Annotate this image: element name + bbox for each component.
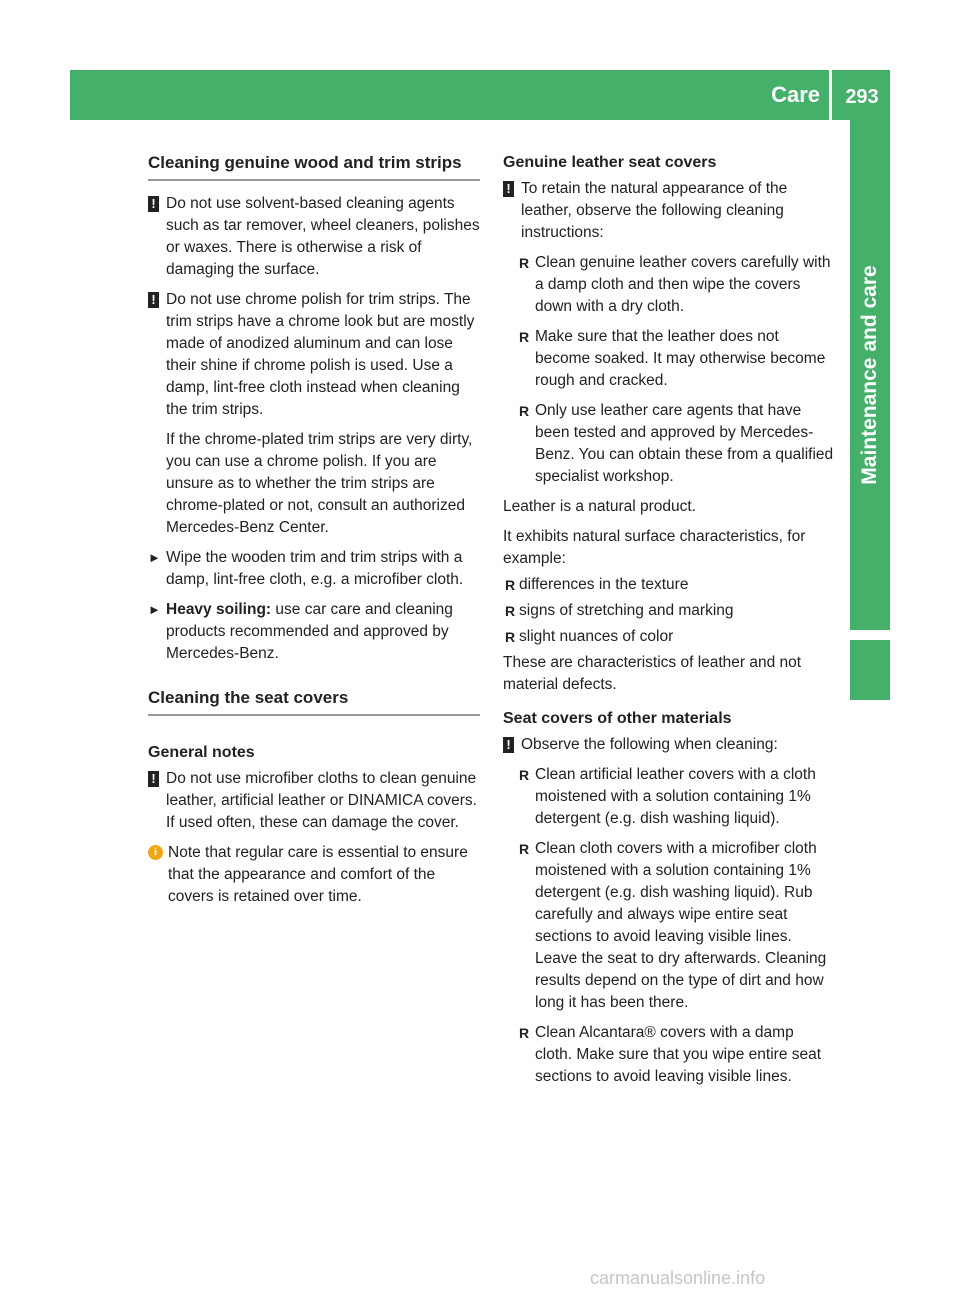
subheading-other-materials: Seat covers of other materials [503,710,732,727]
page-number: 293 [845,86,879,108]
step-text: Wipe the wooden trim and trim strips with a damp, lint-free cloth, e.g. a microfiber cloth. [166,549,464,588]
warning-icon: ! [148,771,159,787]
list-item [503,400,835,488]
bullet-icon: R [505,603,516,619]
right-column [503,152,835,1096]
watermark: carmanualsonline.info [590,1268,766,1288]
step-bold-label: Heavy soiling: [166,601,272,618]
list-item-text: signs of stretching and marking [519,602,734,619]
list-item-text: Clean genuine leather covers carefully with a damp cloth and then wipe the covers down with a dry cloth. [535,254,831,315]
list-item [503,764,835,830]
step-heavy-soiling [148,599,480,665]
warning-icon: ! [148,196,159,212]
step-text: use car care and cleaning products recommended and approved by Mercedes-Benz. [166,601,453,662]
bullet-icon: R [519,767,530,783]
list-item [503,326,835,392]
warning-text: Do not use microfiber cloths to clean genuine leather, artificial leather or DINAMICA covers. If used often, these can damage the cover. [166,770,477,831]
list-item-text: Clean artificial leather covers with a cloth moistened with a solution containing 1% detergent (e.g. dish washing liquid). [535,766,816,827]
side-section-label: Maintenance and care [858,265,881,485]
warning-text: Do not use solvent-based cleaning agents such as tar remover, wheel cleaners, polishes or waxes. There is otherwise a risk of damaging the surface. [166,195,480,278]
warning-other-materials [503,734,835,756]
subheading-general-notes: General notes [148,744,255,761]
heading-cleaning-wood: Cleaning genuine wood and trim strips [148,152,480,181]
list-item-text: Clean Alcantara® covers with a damp cloth. Make sure that you wipe entire seat sections to avoid leaving visible lines. [535,1024,822,1085]
warning-solvent [148,193,480,281]
side-tab-marker [850,640,890,700]
warning-leather [503,178,835,244]
info-icon: i [148,845,163,860]
page-header [70,70,890,120]
bullet-icon: R [519,1025,530,1041]
list-item [503,626,835,648]
step-arrow-icon: ► [148,602,161,617]
list-item [503,600,835,622]
warning-microfiber [148,768,480,834]
list-item-text: differences in the texture [519,576,689,593]
bullet-icon: R [505,577,516,593]
subheading-genuine-leather: Genuine leather seat covers [503,154,717,171]
warning-icon: ! [503,181,514,197]
paragraph-chrome-plated: If the chrome-plated trim strips are very dirty, you can use a chrome polish. If you are unsure as to whether the trim strips are chrome-plated or not, consult an authorized Mercedes-Benz Center. [166,431,473,536]
step-arrow-icon: ► [148,550,161,565]
warning-text: To retain the natural appearance of the leather, observe the following cleaning instructions: [521,180,788,241]
header-divider [829,70,832,120]
list-item-text: slight nuances of color [519,628,674,645]
step-wipe-trim [148,547,480,591]
warning-chrome-polish [148,289,480,421]
heading-seat-covers: Cleaning the seat covers [148,687,480,716]
warning-text: Do not use chrome polish for trim strips. The trim strips have a chrome look but are mostly made of anodized aluminum and can lose their shine if chrome polish is used. Use a damp, lint-free cloth instead when cleaning the trim strips. [166,291,475,418]
list-item [503,252,835,318]
bullet-icon: R [505,629,516,645]
bullet-icon: R [519,403,530,419]
list-item-text: Clean cloth covers with a microfiber cloth moistened with a solution containing 1% detergent (e.g. dish washing liquid). Rub carefully and always wipe entire seat sections to avoid leaving visible lines. Leave the seat to dry afterwards. Cleaning results depend on the type of dirt and how long it has been there. [535,840,827,1011]
left-column [148,152,480,916]
bullet-icon: R [519,255,530,271]
note-text: Note that regular care is essential to ensure that the appearance and comfort of the covers is retained over time. [168,844,468,905]
list-item-text: Make sure that the leather does not become soaked. It may otherwise become rough and cracked. [535,328,826,389]
list-item-text: Only use leather care agents that have been tested and approved by Mercedes-Benz. You can obtain these from a qualified specialist workshop. [535,402,834,485]
list-item [503,838,835,1014]
bullet-icon: R [519,841,530,857]
list-item [503,1022,835,1088]
paragraph-natural-product: Leather is a natural product. [503,498,697,515]
list-item [503,574,835,596]
warning-text: Observe the following when cleaning: [521,736,778,753]
warning-icon: ! [148,292,159,308]
bullet-icon: R [519,329,530,345]
paragraph-characteristics: It exhibits natural surface characteristics, for example: [503,528,806,567]
paragraph-not-defects: These are characteristics of leather and not material defects. [503,654,802,693]
warning-icon: ! [503,737,514,753]
header-title: Care [771,82,820,107]
note-regular-care [148,842,480,908]
